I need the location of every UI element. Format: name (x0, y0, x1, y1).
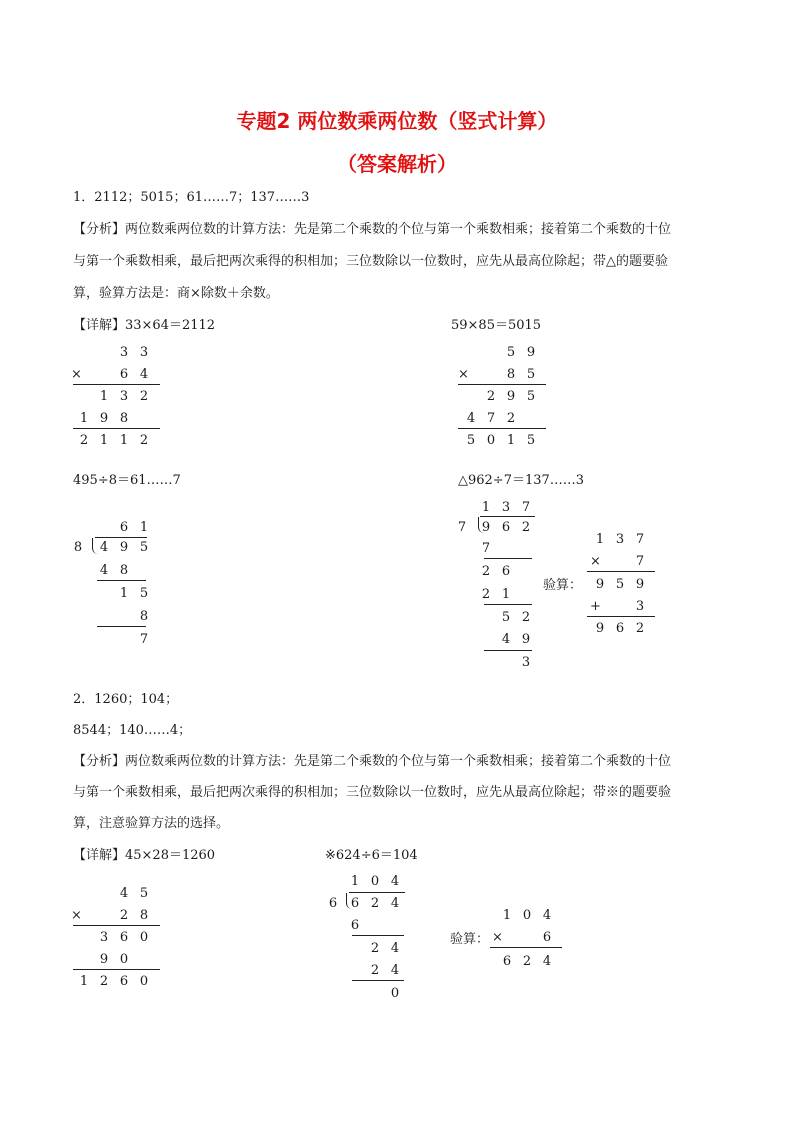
times-sign: × (71, 367, 82, 382)
q2-answers-line-1: 2．1260；104； (73, 692, 179, 707)
divisor: 7 (457, 520, 467, 535)
digit: 6 (350, 896, 360, 911)
digit: 9 (595, 577, 605, 592)
digit: 0 (139, 930, 149, 945)
digit: 6 (119, 974, 129, 989)
digit: 8 (119, 411, 129, 426)
q1-analysis-line-3: 算，验算方法是：商×除数＋余数。 (73, 286, 279, 301)
digit: 4 (390, 941, 400, 956)
divisor: 8 (73, 540, 83, 555)
rule-line (587, 571, 655, 572)
digit: 9 (595, 621, 605, 636)
rule-line (97, 626, 146, 627)
digit: 1 (139, 520, 149, 535)
digit: 9 (99, 411, 109, 426)
rule-line (73, 428, 160, 429)
digit: 4 (501, 632, 511, 647)
q2-answers-line-2: 8544；140……4； (73, 723, 192, 738)
digit: 9 (481, 520, 491, 535)
q1-detail-a: 【详解】33×64＝2112 (73, 318, 216, 333)
digit: 9 (99, 952, 109, 967)
digit: 5 (139, 586, 149, 601)
digit: 1 (350, 874, 360, 889)
digit: 0 (522, 908, 532, 923)
rule-line (587, 616, 655, 617)
rule-line (73, 384, 160, 385)
check-label: 验算： (543, 578, 583, 593)
q2-analysis-line-3: 算，注意验算方法的选择。 (73, 816, 230, 831)
rule-line (458, 428, 546, 429)
digit: 5 (526, 367, 536, 382)
q1-answers: 1．2112；5015；61……7；137……3 (73, 190, 310, 205)
q1-detail-b: 59×85＝5015 (451, 318, 542, 333)
digit: 4 (99, 540, 109, 555)
page-title: 专题2 两位数乘两位数（竖式计算） (236, 109, 558, 133)
rule-line (484, 558, 532, 559)
digit: 5 (139, 540, 149, 555)
digit: 5 (615, 577, 625, 592)
rule-line (352, 980, 404, 981)
digit: 5 (526, 433, 536, 448)
digit: 7 (486, 411, 496, 426)
digit: 6 (501, 520, 511, 535)
digit: 2 (521, 520, 531, 535)
divisor: 6 (328, 896, 338, 911)
digit: 1 (119, 586, 129, 601)
rule-line (458, 384, 546, 385)
times-sign: × (590, 554, 601, 569)
division-bar (95, 537, 147, 538)
digit: 8 (139, 609, 149, 624)
digit: 9 (635, 577, 645, 592)
digit: 4 (390, 896, 400, 911)
digit: 8 (506, 367, 516, 382)
digit: 1 (501, 587, 511, 602)
q1-analysis-line-1: 【分析】两位数乘两位数的计算方法：先是第二个乘数的个位与第一个乘数相乘；接着第二个乘数的十位 (73, 222, 672, 237)
digit: 1 (119, 433, 129, 448)
digit: 5 (501, 610, 511, 625)
digit: 2 (481, 587, 491, 602)
digit: 6 (119, 930, 129, 945)
digit: 2 (119, 908, 129, 923)
digit: 1 (79, 974, 89, 989)
digit: 1 (506, 433, 516, 448)
digit: 5 (526, 389, 536, 404)
division-bar (349, 892, 405, 893)
digit: 4 (99, 563, 109, 578)
digit: 2 (370, 896, 380, 911)
digit: 0 (139, 974, 149, 989)
rule-line (73, 925, 160, 926)
times-sign: × (492, 930, 503, 945)
digit: 4 (542, 954, 552, 969)
digit: 2 (486, 389, 496, 404)
digit: 4 (390, 874, 400, 889)
q2-detail-a: 【详解】45×28＝1260 (73, 848, 216, 863)
digit: 7 (635, 532, 645, 547)
digit: 4 (119, 886, 129, 901)
check-label: 验算： (450, 932, 490, 947)
times-sign: × (71, 908, 82, 923)
digit: 4 (139, 367, 149, 382)
digit: 5 (466, 433, 476, 448)
rule-line (352, 935, 404, 936)
digit: 6 (542, 930, 552, 945)
digit: 9 (526, 345, 536, 360)
digit: 3 (615, 532, 625, 547)
digit: 2 (79, 433, 89, 448)
digit: 7 (139, 632, 149, 647)
digit: 0 (486, 433, 496, 448)
q2-analysis-line-2: 与第一个乘数相乘，最后把两次乘得的积相加；三位数除以一位数时，应先从最高位除起；带※的题要验 (73, 785, 672, 800)
digit: 6 (119, 520, 129, 535)
digit: 7 (481, 541, 491, 556)
digit: 3 (139, 345, 149, 360)
rule-line (484, 604, 532, 605)
digit: 8 (139, 908, 149, 923)
digit: 3 (521, 655, 531, 670)
division-bar (480, 516, 535, 517)
digit: 2 (506, 411, 516, 426)
digit: 4 (390, 963, 400, 978)
q2-detail-b: ※624÷6＝104 (325, 848, 418, 863)
page-subtitle: （答案解析） (337, 152, 457, 176)
digit: 3 (119, 389, 129, 404)
digit: 1 (79, 411, 89, 426)
digit: 7 (635, 554, 645, 569)
digit: 8 (119, 563, 129, 578)
plus-sign: + (590, 599, 601, 614)
digit: 4 (466, 411, 476, 426)
digit: 9 (521, 632, 531, 647)
digit: 1 (99, 433, 109, 448)
digit: 9 (506, 389, 516, 404)
digit: 6 (350, 918, 360, 933)
digit: 5 (139, 886, 149, 901)
times-sign: × (458, 367, 469, 382)
digit: 1 (595, 532, 605, 547)
q1-analysis-line-2: 与第一个乘数相乘，最后把两次乘得的积相加；三位数除以一位数时，应先从最高位除起；带△的题要验 (73, 254, 668, 269)
digit: 6 (501, 564, 511, 579)
digit: 2 (99, 974, 109, 989)
digit: 0 (370, 874, 380, 889)
digit: 1 (502, 908, 512, 923)
digit: 2 (522, 954, 532, 969)
digit: 6 (502, 954, 512, 969)
digit: 1 (99, 389, 109, 404)
digit: 0 (119, 952, 129, 967)
digit: 3 (119, 345, 129, 360)
digit: 5 (506, 345, 516, 360)
q1-detail-c: 495÷8＝61……7 (73, 473, 181, 488)
digit: 2 (635, 621, 645, 636)
digit: 3 (99, 930, 109, 945)
digit: 9 (119, 540, 129, 555)
digit: 3 (501, 500, 511, 515)
digit: 6 (119, 367, 129, 382)
rule-line (490, 947, 562, 948)
digit: 2 (139, 389, 149, 404)
rule-line (484, 650, 532, 651)
rule-line (73, 969, 160, 970)
digit: 2 (521, 610, 531, 625)
rule-line (97, 580, 146, 581)
digit: 2 (370, 941, 380, 956)
digit: 7 (521, 500, 531, 515)
digit: 2 (370, 963, 380, 978)
digit: 2 (139, 433, 149, 448)
digit: 4 (542, 908, 552, 923)
digit: 2 (481, 564, 491, 579)
digit: 1 (481, 500, 491, 515)
digit: 0 (390, 986, 400, 1001)
digit: 6 (615, 621, 625, 636)
q1-detail-d: △962÷7＝137……3 (458, 473, 585, 488)
q2-analysis-line-1: 【分析】两位数乘两位数的计算方法：先是第二个乘数的个位与第一个乘数相乘；接着第二个乘数的十位 (73, 754, 672, 769)
digit: 3 (635, 599, 645, 614)
